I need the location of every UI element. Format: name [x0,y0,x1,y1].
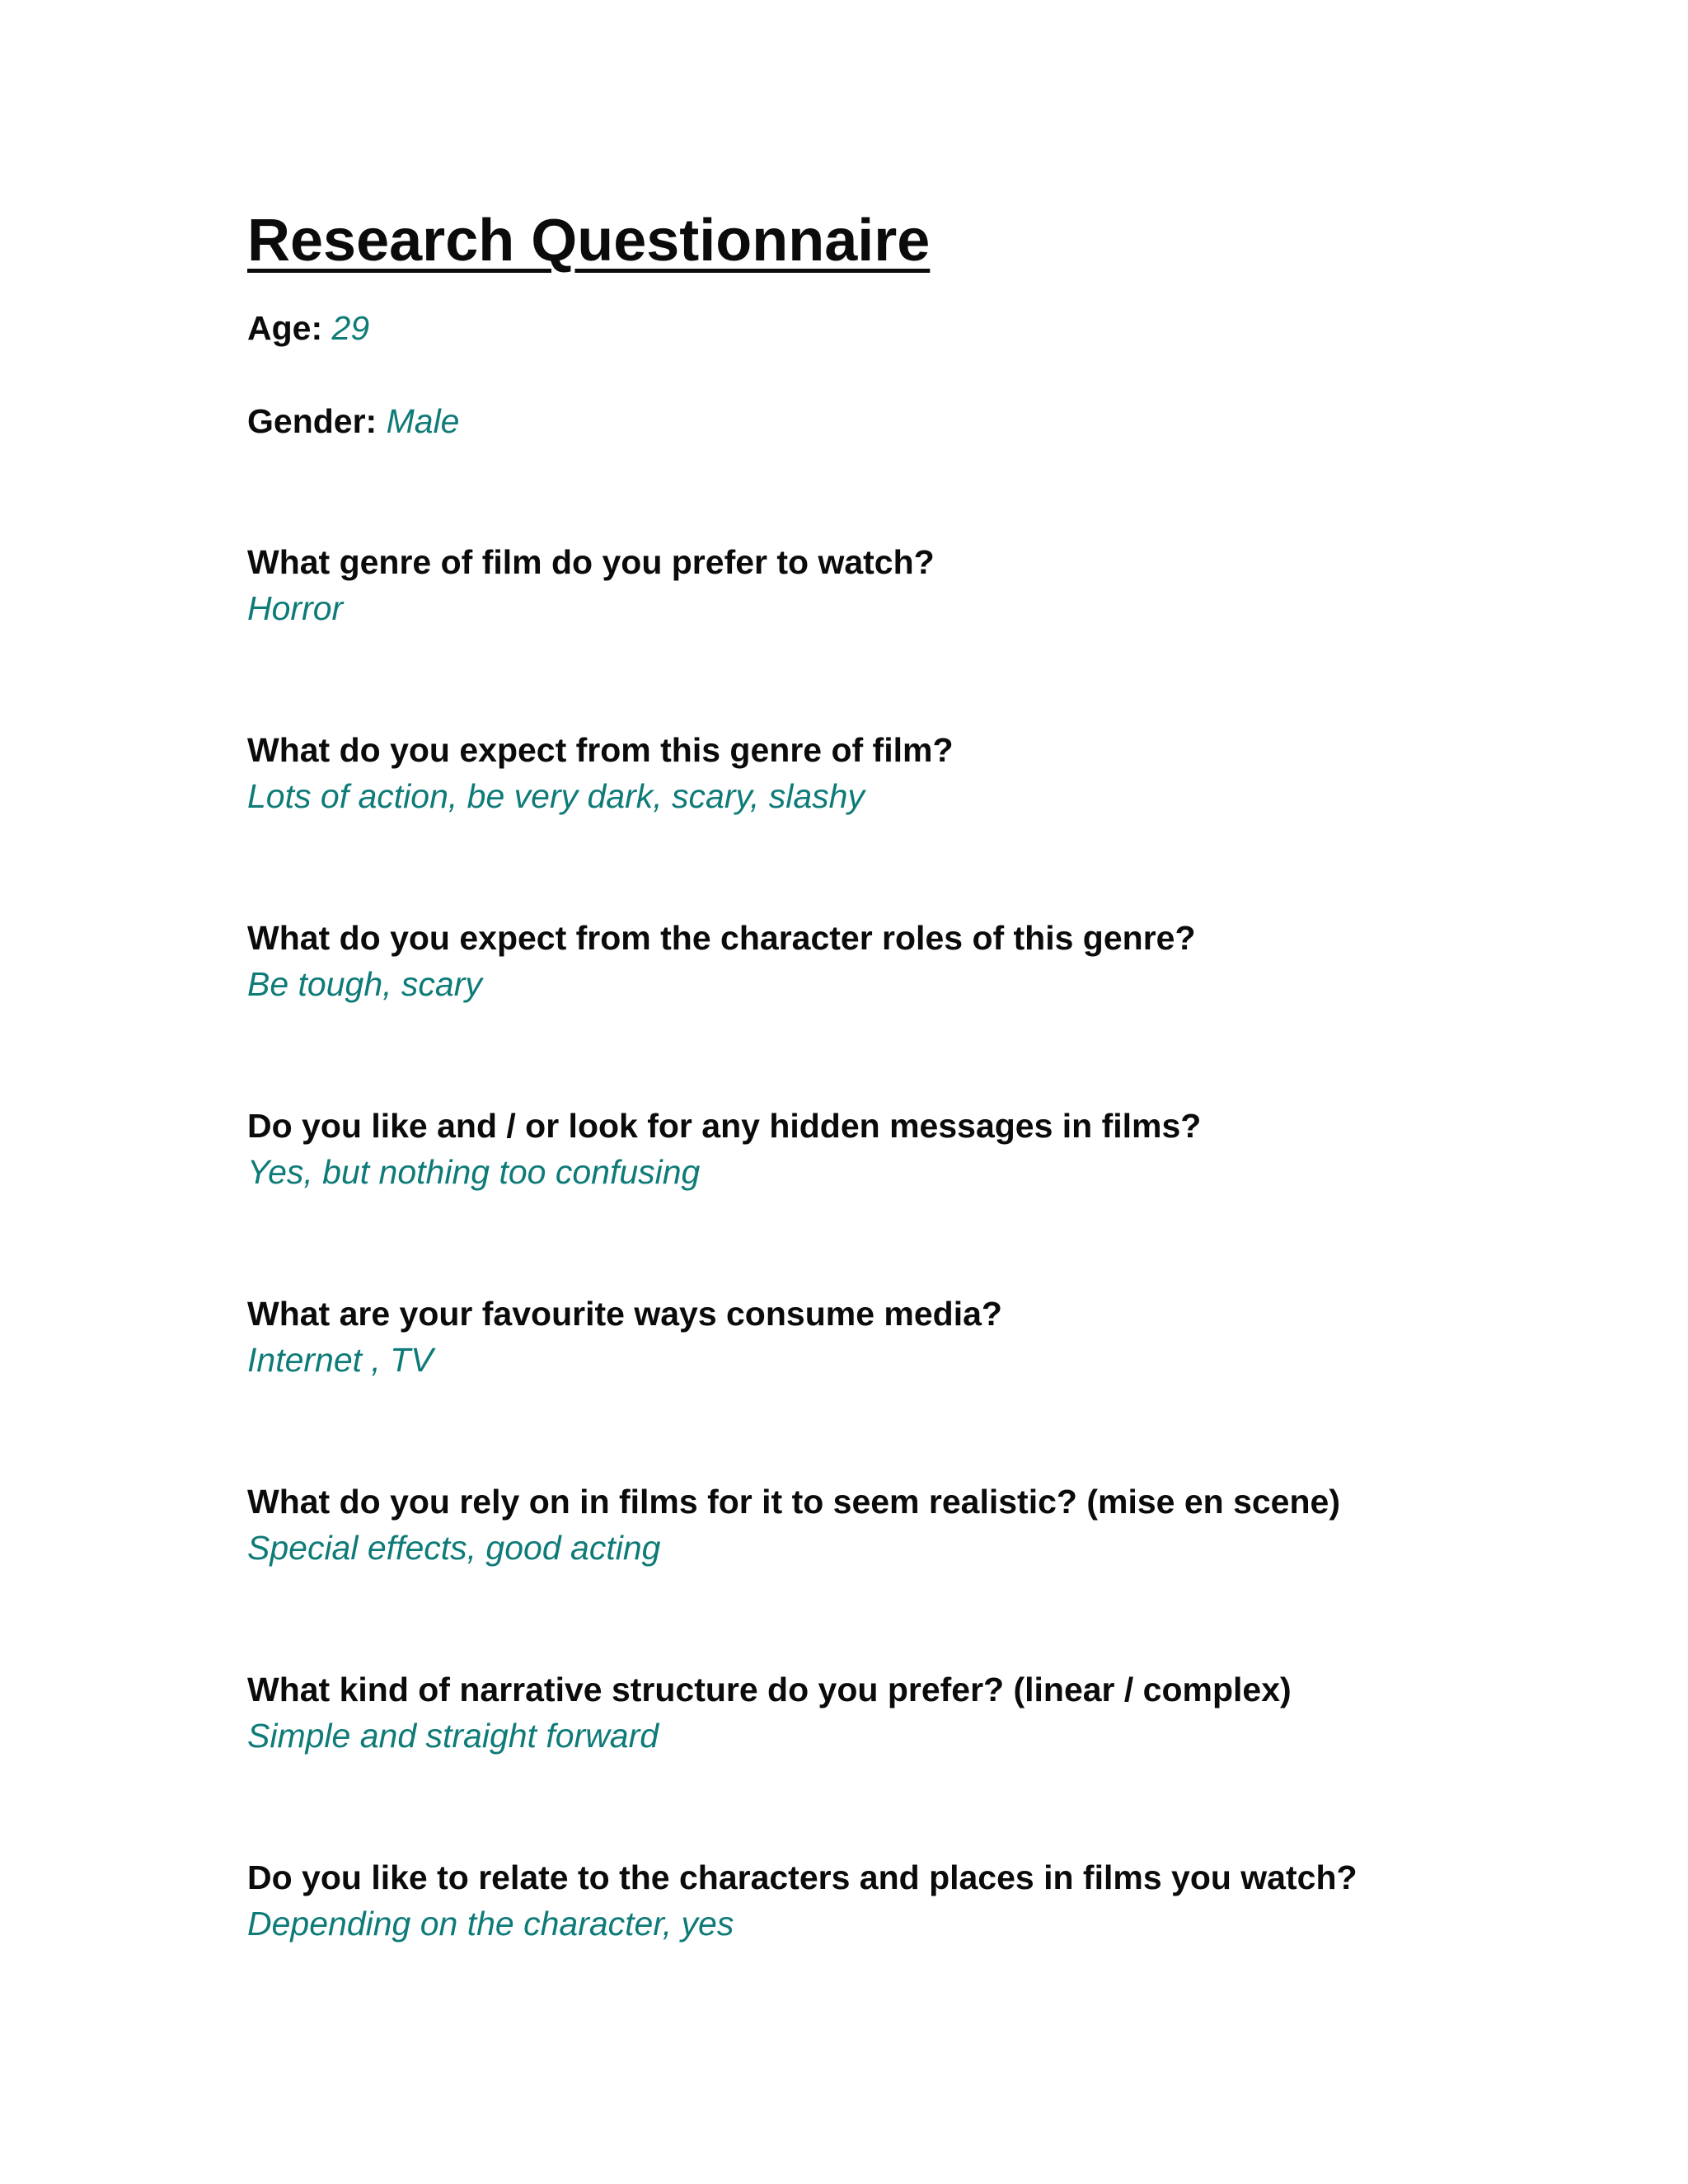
question-text: What do you expect from the character roles of this genre? [247,919,1196,957]
age-value: 29 [331,309,370,347]
answer-text: Lots of action, be very dark, scary, slashy [247,777,865,815]
question-text: What do you expect from this genre of film? [247,731,954,769]
question-text: Do you like to relate to the characters and places in films you watch? [247,1858,1357,1896]
gender-field [247,398,459,444]
gender-value: Male [386,402,460,440]
answer-text: Internet , TV [247,1341,434,1379]
question-text: What genre of film do you prefer to watch? [247,543,935,581]
answer-text: Horror [247,589,344,627]
question-block [247,1666,1442,1759]
question-text: What kind of narrative structure do you prefer? (linear / complex) [247,1671,1292,1708]
age-label: Age: [247,309,323,347]
question-text: What are your favourite ways consume media? [247,1295,1002,1333]
page-title: Research Questionnaire [247,208,931,274]
question-block [247,1854,1442,1947]
question-block [247,915,1442,1007]
question-block [247,1479,1442,1571]
age-field [247,305,369,351]
answer-text: Be tough, scary [247,965,482,1003]
question-text: Do you like and / or look for any hidden messages in films? [247,1107,1202,1145]
gender-label: Gender: [247,402,377,440]
answer-text: Yes, but nothing too confusing [247,1153,701,1191]
answer-text: Depending on the character, yes [247,1905,734,1943]
question-block [247,1103,1442,1195]
question-block [247,727,1442,819]
answer-text: Simple and straight forward [247,1717,659,1755]
question-text: What do you rely on in films for it to seem realistic? (mise en scene) [247,1483,1340,1521]
question-block [247,1291,1442,1383]
question-block [247,539,1442,631]
answer-text: Special effects, good acting [247,1529,661,1567]
